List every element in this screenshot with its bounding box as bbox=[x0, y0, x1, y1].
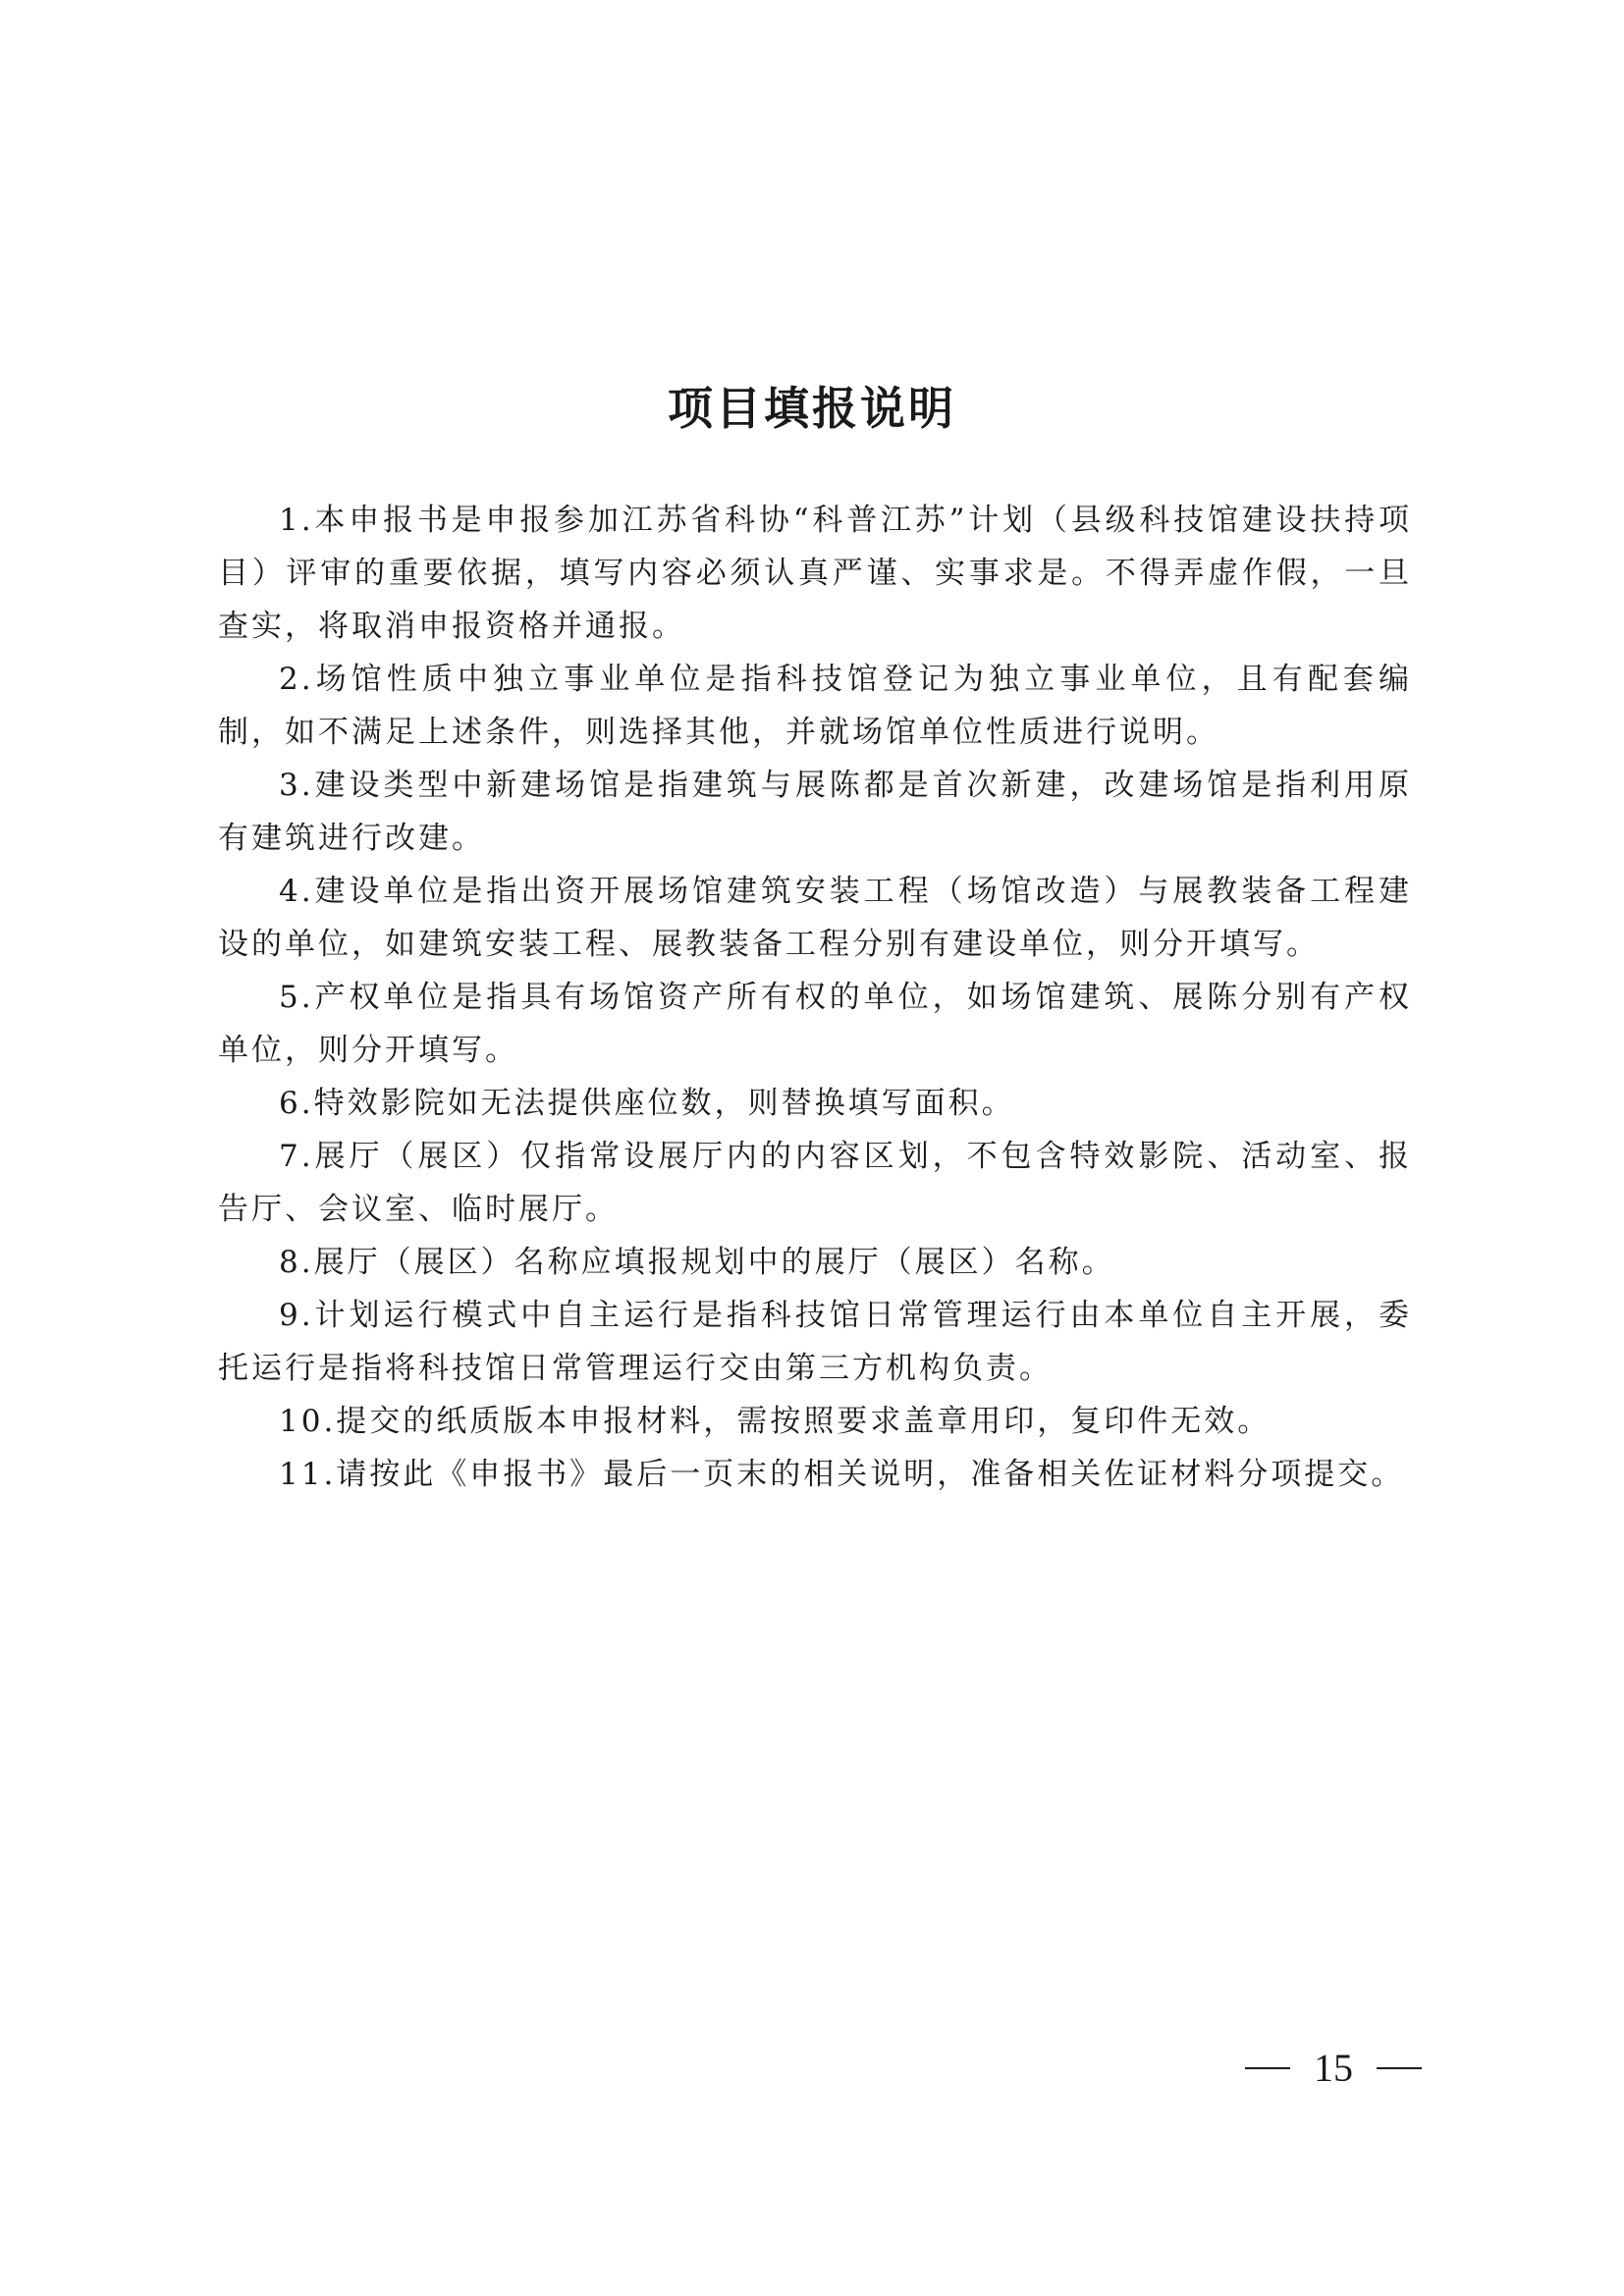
page-number: 15 bbox=[1314, 2046, 1353, 2090]
instruction-item-10: 10.提交的纸质版本申报材料，需按照要求盖章用印，复印件无效。 bbox=[279, 1404, 1272, 1439]
page-number-left-dash bbox=[1245, 2067, 1290, 2069]
instruction-item-11: 11.请按此《申报书》最后一页末的相关说明，准备相关佐证材料分项提交。 bbox=[279, 1457, 1405, 1492]
instruction-item-2: 2.场馆性质中独立事业单位是指科技馆登记为独立事业单位，且有配套编制，如不满足上述条件，则选择其他，并就场馆单位性质进行说明。 bbox=[218, 662, 1412, 750]
page-title: 项目填报说明 bbox=[668, 381, 956, 435]
instruction-item-8: 8.展厅（展区）名称应填报规划中的展厅（展区）名称。 bbox=[279, 1245, 1115, 1280]
instruction-item-1: 1.本申报书是申报参加江苏省科协“科普江苏”计划（县级科技馆建设扶持项目）评审的重要依据，填写内容必须认真严谨、实事求是。不得弄虚作假，一旦查实，将取消申报资格并通报。 bbox=[218, 503, 1412, 644]
instruction-item-9: 9.计划运行模式中自主运行是指科技馆日常管理运行由本单位自主开展，委托运行是指将科技馆日常管理运行交由第三方机构负责。 bbox=[218, 1298, 1412, 1386]
instruction-item-5: 5.产权单位是指具有场馆资产所有权的单位，如场馆建筑、展陈分别有产权单位，则分开填写。 bbox=[218, 980, 1412, 1068]
page-number-right-dash bbox=[1377, 2067, 1422, 2069]
instruction-item-7: 7.展厅（展区）仅指常设展厅内的内容区划，不包含特效影院、活动室、报告厅、会议室、临时展厅。 bbox=[218, 1139, 1412, 1227]
instruction-item-6: 6.特效影院如无法提供座位数，则替换填写面积。 bbox=[279, 1086, 1015, 1121]
instruction-item-4: 4.建设单位是指出资开展场馆建筑安装工程（场馆改造）与展教装备工程建设的单位，如建筑安装工程、展教装备工程分别有建设单位，则分开填写。 bbox=[218, 874, 1412, 962]
instruction-item-3: 3.建设类型中新建场馆是指建筑与展陈都是首次新建，改建场馆是指利用原有建筑进行改建。 bbox=[218, 768, 1412, 856]
instructions-body bbox=[218, 494, 1412, 1501]
page-footer bbox=[1245, 2044, 1422, 2093]
